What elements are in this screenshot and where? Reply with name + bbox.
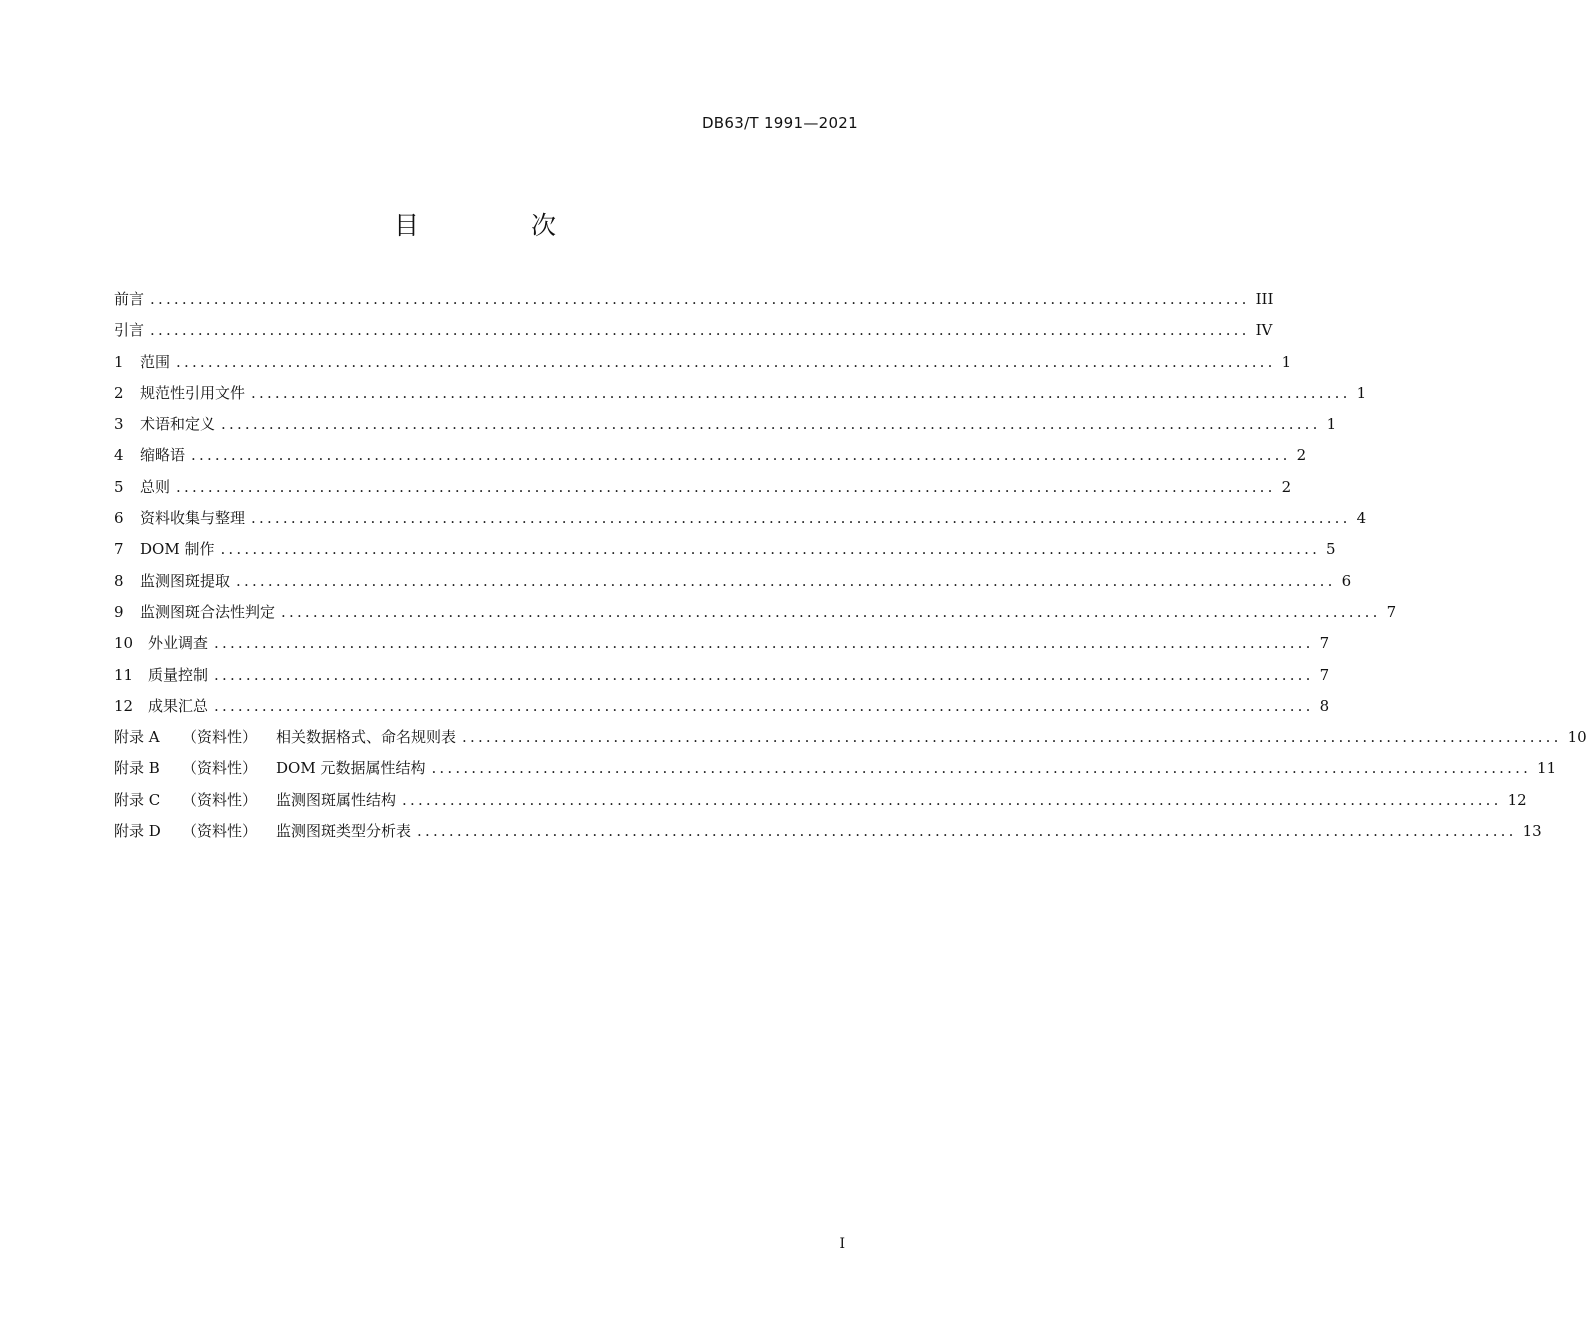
toc-entry-label: 引言 <box>114 321 145 340</box>
toc-entry[interactable] <box>114 378 1367 409</box>
toc-entry-number: 1 <box>114 352 124 371</box>
toc-entry[interactable] <box>114 440 1307 471</box>
toc-entry-number: 11 <box>114 665 134 684</box>
toc-entry-label: 1 范围 <box>114 347 170 378</box>
toc-entry-number: 2 <box>114 383 124 402</box>
toc-entry-number: 9 <box>114 602 124 621</box>
toc-entry-label: 4 缩略语 <box>114 440 185 471</box>
toc-entry[interactable] <box>114 409 1337 440</box>
toc-leader: .......................................................................................................................................... <box>236 571 1336 590</box>
appendix-note: （资料性） <box>182 790 258 809</box>
toc-page-number: 1 <box>1326 415 1337 434</box>
toc-page-number: 6 <box>1341 571 1352 590</box>
toc-leader: .......................................................................................................................................... <box>462 728 1562 747</box>
toc-page-number: 10 <box>1567 728 1587 747</box>
toc-entry-label: 9 监测图斑合法性判定 <box>114 597 275 628</box>
toc-entry-label: 前言 <box>114 290 145 308</box>
toc-appendix-entry[interactable] <box>114 816 1542 847</box>
toc-page-number: 4 <box>1356 509 1367 528</box>
toc-leader: .......................................................................................................................................... <box>214 634 1314 653</box>
toc-entry[interactable] <box>114 628 1330 659</box>
table-of-contents <box>114 284 1587 847</box>
toc-entry[interactable] <box>114 691 1330 722</box>
toc-entry-number: 4 <box>114 446 124 465</box>
toc-entry-label: 7 DOM 制作 <box>114 534 214 565</box>
toc-entry-label: 6 资料收集与整理 <box>114 503 245 534</box>
toc-entry-number: 10 <box>114 634 134 653</box>
toc-entry-number: 6 <box>114 509 124 528</box>
toc-leader: .......................................................................................................................................... <box>214 696 1314 715</box>
toc-page-number: 11 <box>1537 759 1557 778</box>
toc-page-number: 7 <box>1319 665 1330 684</box>
toc-entry[interactable] <box>114 315 1273 346</box>
appendix-id: 附录 A <box>114 728 160 747</box>
toc-entry-label: 11 质量控制 <box>114 660 208 691</box>
toc-entry-number: 12 <box>114 696 134 715</box>
document-code: DB63/T 1991—2021 <box>701 114 858 132</box>
toc-page-number: 7 <box>1386 602 1397 621</box>
toc-appendix-entry[interactable] <box>114 753 1557 784</box>
toc-appendix-entry[interactable] <box>114 722 1587 753</box>
toc-entry-label: 附录 C （资料性） 监测图斑属性结构 <box>114 785 396 816</box>
toc-leader: .......................................................................................................................................... <box>150 321 1250 340</box>
toc-leader: .......................................................................................................................................... <box>417 822 1517 841</box>
toc-leader: .......................................................................................................................................... <box>150 290 1250 308</box>
toc-leader: .......................................................................................................................................... <box>251 383 1351 402</box>
toc-leader: .......................................................................................................................................... <box>281 602 1381 621</box>
toc-entry-label: 12 成果汇总 <box>114 691 208 722</box>
toc-entry[interactable] <box>114 534 1336 565</box>
page-title: 目 次 <box>394 211 608 240</box>
toc-leader: .......................................................................................................................................... <box>402 790 1502 809</box>
toc-page-number: 1 <box>1356 383 1367 402</box>
toc-entry-number: 3 <box>114 415 124 434</box>
toc-entry[interactable] <box>114 472 1292 503</box>
toc-page-number: 13 <box>1522 822 1542 841</box>
toc-leader: .......................................................................................................................................... <box>221 415 1321 434</box>
toc-leader: .......................................................................................................................................... <box>176 477 1276 496</box>
toc-entry-label: 附录 A （资料性） 相关数据格式、命名规则表 <box>114 722 456 753</box>
toc-entry-label: 附录 B （资料性） DOM 元数据属性结构 <box>114 753 425 784</box>
toc-entry[interactable] <box>114 503 1367 534</box>
toc-page-number: 5 <box>1326 540 1336 559</box>
toc-entry[interactable] <box>114 597 1397 628</box>
toc-entry-label: 2 规范性引用文件 <box>114 378 245 409</box>
appendix-id: 附录 C <box>114 790 161 809</box>
toc-page-number: 12 <box>1507 790 1527 809</box>
toc-leader: .......................................................................................................................................... <box>176 352 1276 371</box>
toc-page-number: 2 <box>1296 446 1307 465</box>
toc-entry-number: 5 <box>114 477 124 496</box>
toc-page-number: 8 <box>1319 696 1330 715</box>
page-number: I <box>839 1236 845 1252</box>
toc-entry-label: 10 外业调查 <box>114 628 208 659</box>
toc-page-number: 1 <box>1281 352 1292 371</box>
toc-page-number: III <box>1255 290 1274 308</box>
toc-entry[interactable] <box>114 566 1352 597</box>
appendix-note: （资料性） <box>182 728 258 747</box>
toc-entry-label: 附录 D （资料性） 监测图斑类型分析表 <box>114 816 411 847</box>
toc-page-number: 7 <box>1319 634 1330 653</box>
toc-page-number: IV <box>1255 321 1273 340</box>
toc-entry-label: 8 监测图斑提取 <box>114 566 230 597</box>
toc-leader: .......................................................................................................................................... <box>214 665 1314 684</box>
appendix-note: （资料性） <box>182 759 258 778</box>
toc-entry[interactable] <box>114 347 1292 378</box>
toc-appendix-entry[interactable] <box>114 785 1527 816</box>
appendix-note: （资料性） <box>182 822 258 841</box>
toc-leader: .......................................................................................................................................... <box>220 540 1321 559</box>
toc-leader: .......................................................................................................................................... <box>191 446 1291 465</box>
toc-entry[interactable] <box>114 660 1330 691</box>
toc-page-number: 2 <box>1281 477 1292 496</box>
toc-entry-number: 7 <box>114 540 124 559</box>
toc-entry-number: 8 <box>114 571 124 590</box>
appendix-id: 附录 D <box>114 822 161 841</box>
toc-leader: .......................................................................................................................................... <box>431 759 1532 778</box>
appendix-id: 附录 B <box>114 759 160 778</box>
toc-entry-label: 5 总则 <box>114 472 170 503</box>
toc-entry[interactable] <box>114 284 1274 315</box>
toc-entry-label: 3 术语和定义 <box>114 409 215 440</box>
toc-leader: .......................................................................................................................................... <box>251 509 1351 528</box>
